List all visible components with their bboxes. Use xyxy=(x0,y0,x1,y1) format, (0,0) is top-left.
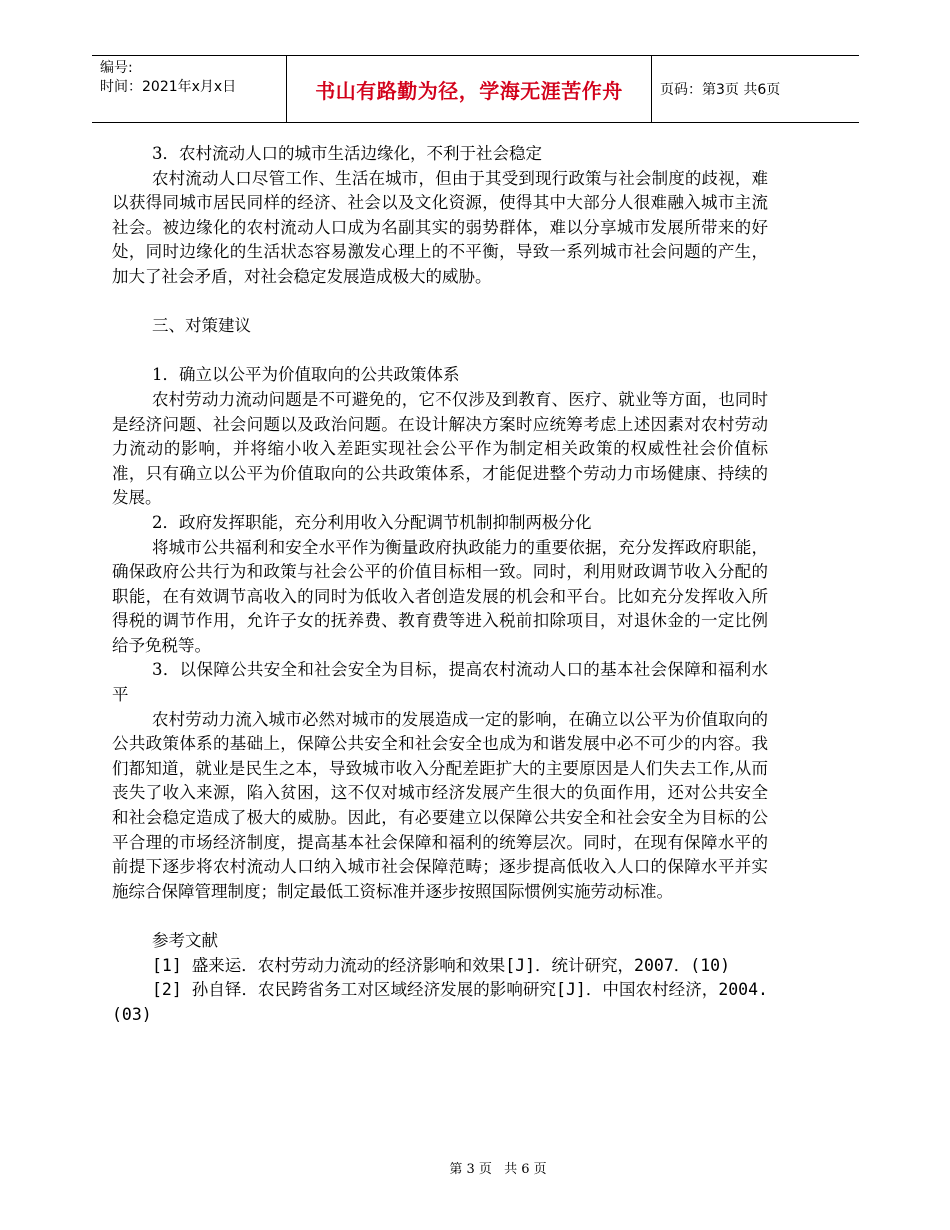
header-page-label: 页码：第3页 共6页 xyxy=(660,82,781,98)
footer-page-number: 第 3 页 xyxy=(449,1162,492,1177)
page-footer xyxy=(0,1158,950,1177)
page-header xyxy=(92,55,859,123)
s1-heading: 1．确立以公平为价值取向的公共政策体系 xyxy=(152,365,460,385)
header-meta xyxy=(92,56,286,122)
p1-heading: 3．农村流动人口的城市生活边缘化，不利于社会稳定 xyxy=(152,144,542,163)
footer-page-total: 共 6 页 xyxy=(504,1162,547,1177)
document-number-label: 编号: xyxy=(100,60,133,76)
s1-text: 农村劳动力流动问题是不可避免的，它不仅涉及到教育、医疗、就业等方面，也同时是经济问题、社会问题以及政治问题。在设计解决方案时应统筹考虑上述因素对农村劳动力流动的影响，并将缩小收入差距实现社会公平作为制定相关政策的权威性社会价值标准，只有确立以公平为价值取向的公共政策体系，才能促进整个劳动力市场健康、持续的发展。 xyxy=(112,389,768,508)
section-title: 三、对策建议 xyxy=(152,316,251,336)
s2-text: 将城市公共福利和安全水平作为衡量政府执政能力的重要依据，充分发挥政府职能，确保政府公共行为和政策与社会公平的价值目标相一致。同时，利用财政调节收入分配的职能，在有效调节高收入的同时为低收入者创造发展的机会和平台。比如充分发挥收入所得税的调节作用，允许子女的抚养费、教育费等进入税前扣除项目，对退休金的一定比例给予免税等。 xyxy=(112,537,768,655)
s3-heading: 3．以保障公共安全和社会安全为目标，提高农村流动人口的基本社会保障和福利水平 xyxy=(112,660,768,705)
reference-1: [1] 盛来运．农村劳动力流动的经济影响和效果[J]．统计研究，2007．(10) xyxy=(152,955,731,975)
reference-2: [2] 孙自铎．农民跨省务工对区域经济发展的影响研究[J]．中国农村经济，2004.(03) xyxy=(112,980,768,1024)
document-time-label: 时间：2021年x月x日 xyxy=(100,79,237,95)
s3-text: 农村劳动力流入城市必然对城市的发展造成一定的影响，在确立以公平为价值取向的公共政策体系的基础上，保障公共安全和社会安全也成为和谐发展中必不可少的内容。我们都知道，就业是民生之本，导致城市收入分配差距扩大的主要原因是人们失去工作,从而丧失了收入来源，陷入贫困，这不仅对城市经济发展产生很大的负面作用，还对公共安全和社会稳定造成了极大的威胁。因此，有必要建立以保障公共安全和社会安全为目标的公平合理的市场经济制度，提高基本社会保障和福利的统筹层次。同时，在现有保障水平的前提下逐步将农村流动人口纳入城市社会保障范畴；逐步提高低收入人口的保障水平并实施综合保障管理制度；制定最低工资标准并逐步按照国际惯例实施劳动标准。 xyxy=(112,709,768,901)
references-title: 参考文献 xyxy=(152,931,218,950)
header-motto: 书山有路勤为径，学海无涯苦作舟 xyxy=(286,56,652,122)
p1-text: 农村流动人口尽管工作、生活在城市，但由于其受到现行政策与社会制度的歧视，难以获得同城市居民同样的经济、社会以及文化资源，使得其中大部分人很难融入城市主流社会。被边缘化的农村流动人口成为名副其实的弱势群体，难以分享城市发展所带来的好处，同时边缘化的生活状态容易激发心理上的不平衡，导致一系列城市社会问题的产生，加大了社会矛盾，对社会稳定发展造成极大的威胁。 xyxy=(112,168,768,286)
document-body xyxy=(112,142,768,1027)
s2-heading: 2．政府发挥职能，充分利用收入分配调节机制抑制两极分化 xyxy=(152,512,592,532)
